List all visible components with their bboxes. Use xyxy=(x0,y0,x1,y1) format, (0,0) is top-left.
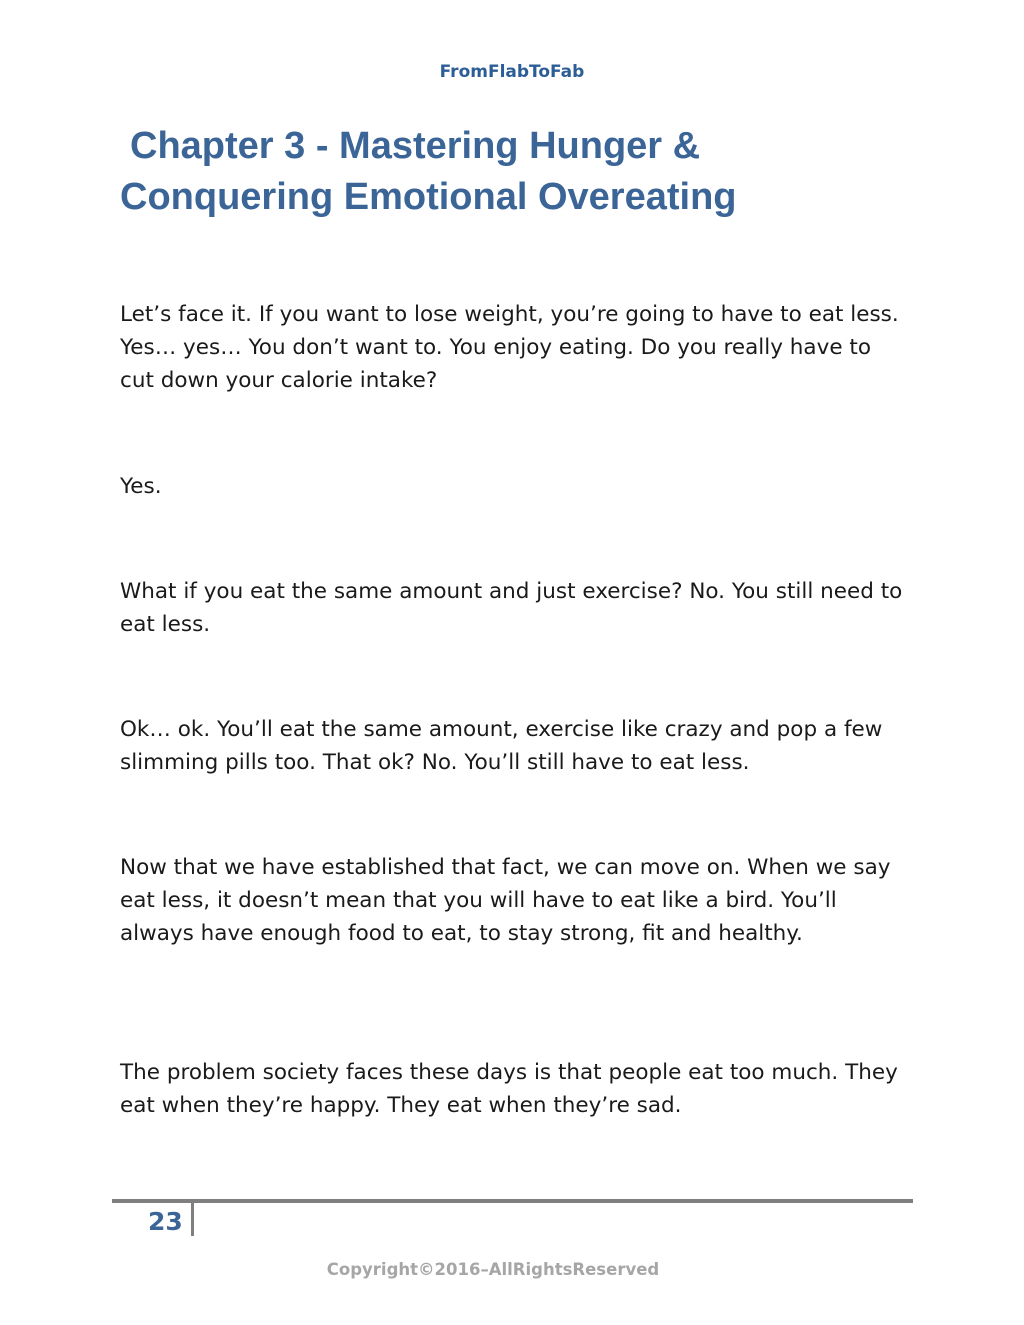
paragraph-4: Ok… ok. You’ll eat the same amount, exercise like crazy and pop a few slimming pills too. That ok? No. You’ll still have to eat less. xyxy=(120,717,883,775)
page-number: 23 xyxy=(148,1207,183,1236)
chapter-title xyxy=(120,121,920,223)
copyright-notice: Copyright©2016–AllRightsReserved xyxy=(326,1260,660,1279)
footer-rule xyxy=(112,1199,913,1203)
page-number-divider xyxy=(191,1203,194,1236)
paragraph-3: What if you eat the same amount and just exercise? No. You still need to eat less. xyxy=(120,579,903,637)
paragraph-1: Let’s face it. If you want to lose weight, you’re going to have to eat less. Yes… yes… You don’t want to. You enjoy eating. Do you really have to cut down your calorie intake? xyxy=(120,302,899,393)
chapter-title-line-2: Conquering Emotional Overeating xyxy=(120,176,737,218)
running-header: FromFlabToFab xyxy=(439,62,585,82)
paragraph-5: Now that we have established that fact, we can move on. When we say eat less, it doesn’t mean that you will have to eat like a bird. You’ll always have enough food to eat, to stay strong, fit and healthy. xyxy=(120,855,891,946)
chapter-title-line-1: Chapter 3 - Mastering Hunger & xyxy=(130,125,701,167)
paragraph-2: Yes. xyxy=(120,474,162,499)
paragraph-6: The problem society faces these days is that people eat too much. They eat when they’re happy. They eat when they’re sad. xyxy=(120,1060,898,1118)
